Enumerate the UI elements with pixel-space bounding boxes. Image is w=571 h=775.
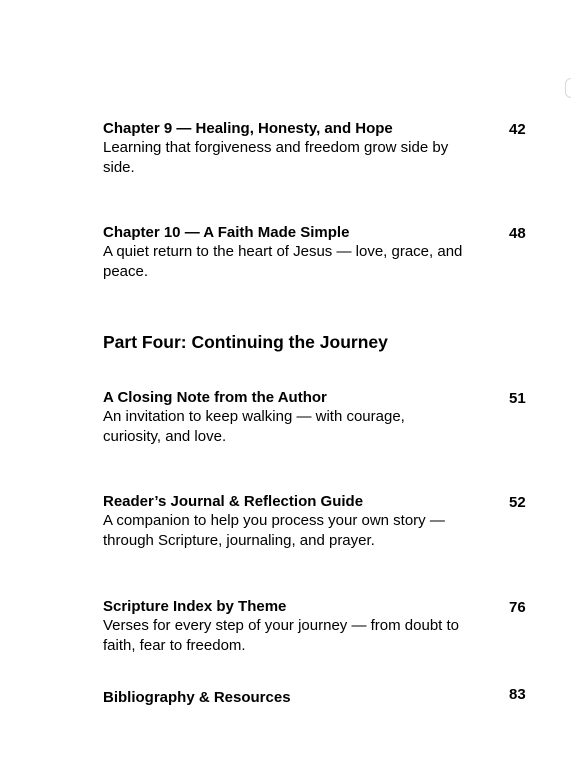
toc-entry-bibliography[interactable] — [103, 688, 465, 707]
toc-entry-title: Bibliography & Resources — [103, 689, 291, 706]
toc-page-number: 83 — [509, 686, 526, 703]
toc-entry-scripture-index[interactable] — [103, 597, 465, 655]
toc-page-number: 51 — [509, 390, 526, 407]
toc-entry-title: Chapter 9 — Healing, Honesty, and Hope — [103, 120, 393, 137]
toc-entry-closing-note[interactable] — [103, 388, 465, 446]
toc-entry-title: Reader’s Journal & Reflection Guide — [103, 493, 364, 510]
toc-entry-description: Learning that forgiveness and freedom grow side by side. — [103, 139, 449, 176]
toc-entry-description: A companion to help you process your own story — through Scripture, journaling, and prayer. — [103, 512, 445, 549]
toc-entry-description: Verses for every step of your journey — from doubt to faith, fear to freedom. — [103, 617, 460, 654]
toc-page-number: 76 — [509, 599, 526, 616]
part-heading: Part Four: Continuing the Journey — [103, 332, 388, 352]
toc-entry-chapter-10[interactable] — [103, 223, 465, 281]
page-edge-mark — [565, 78, 571, 98]
toc-entry-description: A quiet return to the heart of Jesus — love, grace, and peace. — [103, 243, 463, 280]
toc-entry-chapter-9[interactable] — [103, 119, 465, 177]
toc-page-number: 48 — [509, 225, 526, 242]
toc-page-number: 42 — [509, 121, 526, 138]
toc-entry-readers-journal[interactable] — [103, 492, 465, 550]
toc-entry-description: An invitation to keep walking — with courage, curiosity, and love. — [103, 408, 405, 445]
toc-page-number: 52 — [509, 494, 526, 511]
toc-entry-title: Chapter 10 — A Faith Made Simple — [103, 224, 350, 241]
toc-entry-title: Scripture Index by Theme — [103, 598, 287, 615]
toc-entry-title: A Closing Note from the Author — [103, 389, 327, 406]
